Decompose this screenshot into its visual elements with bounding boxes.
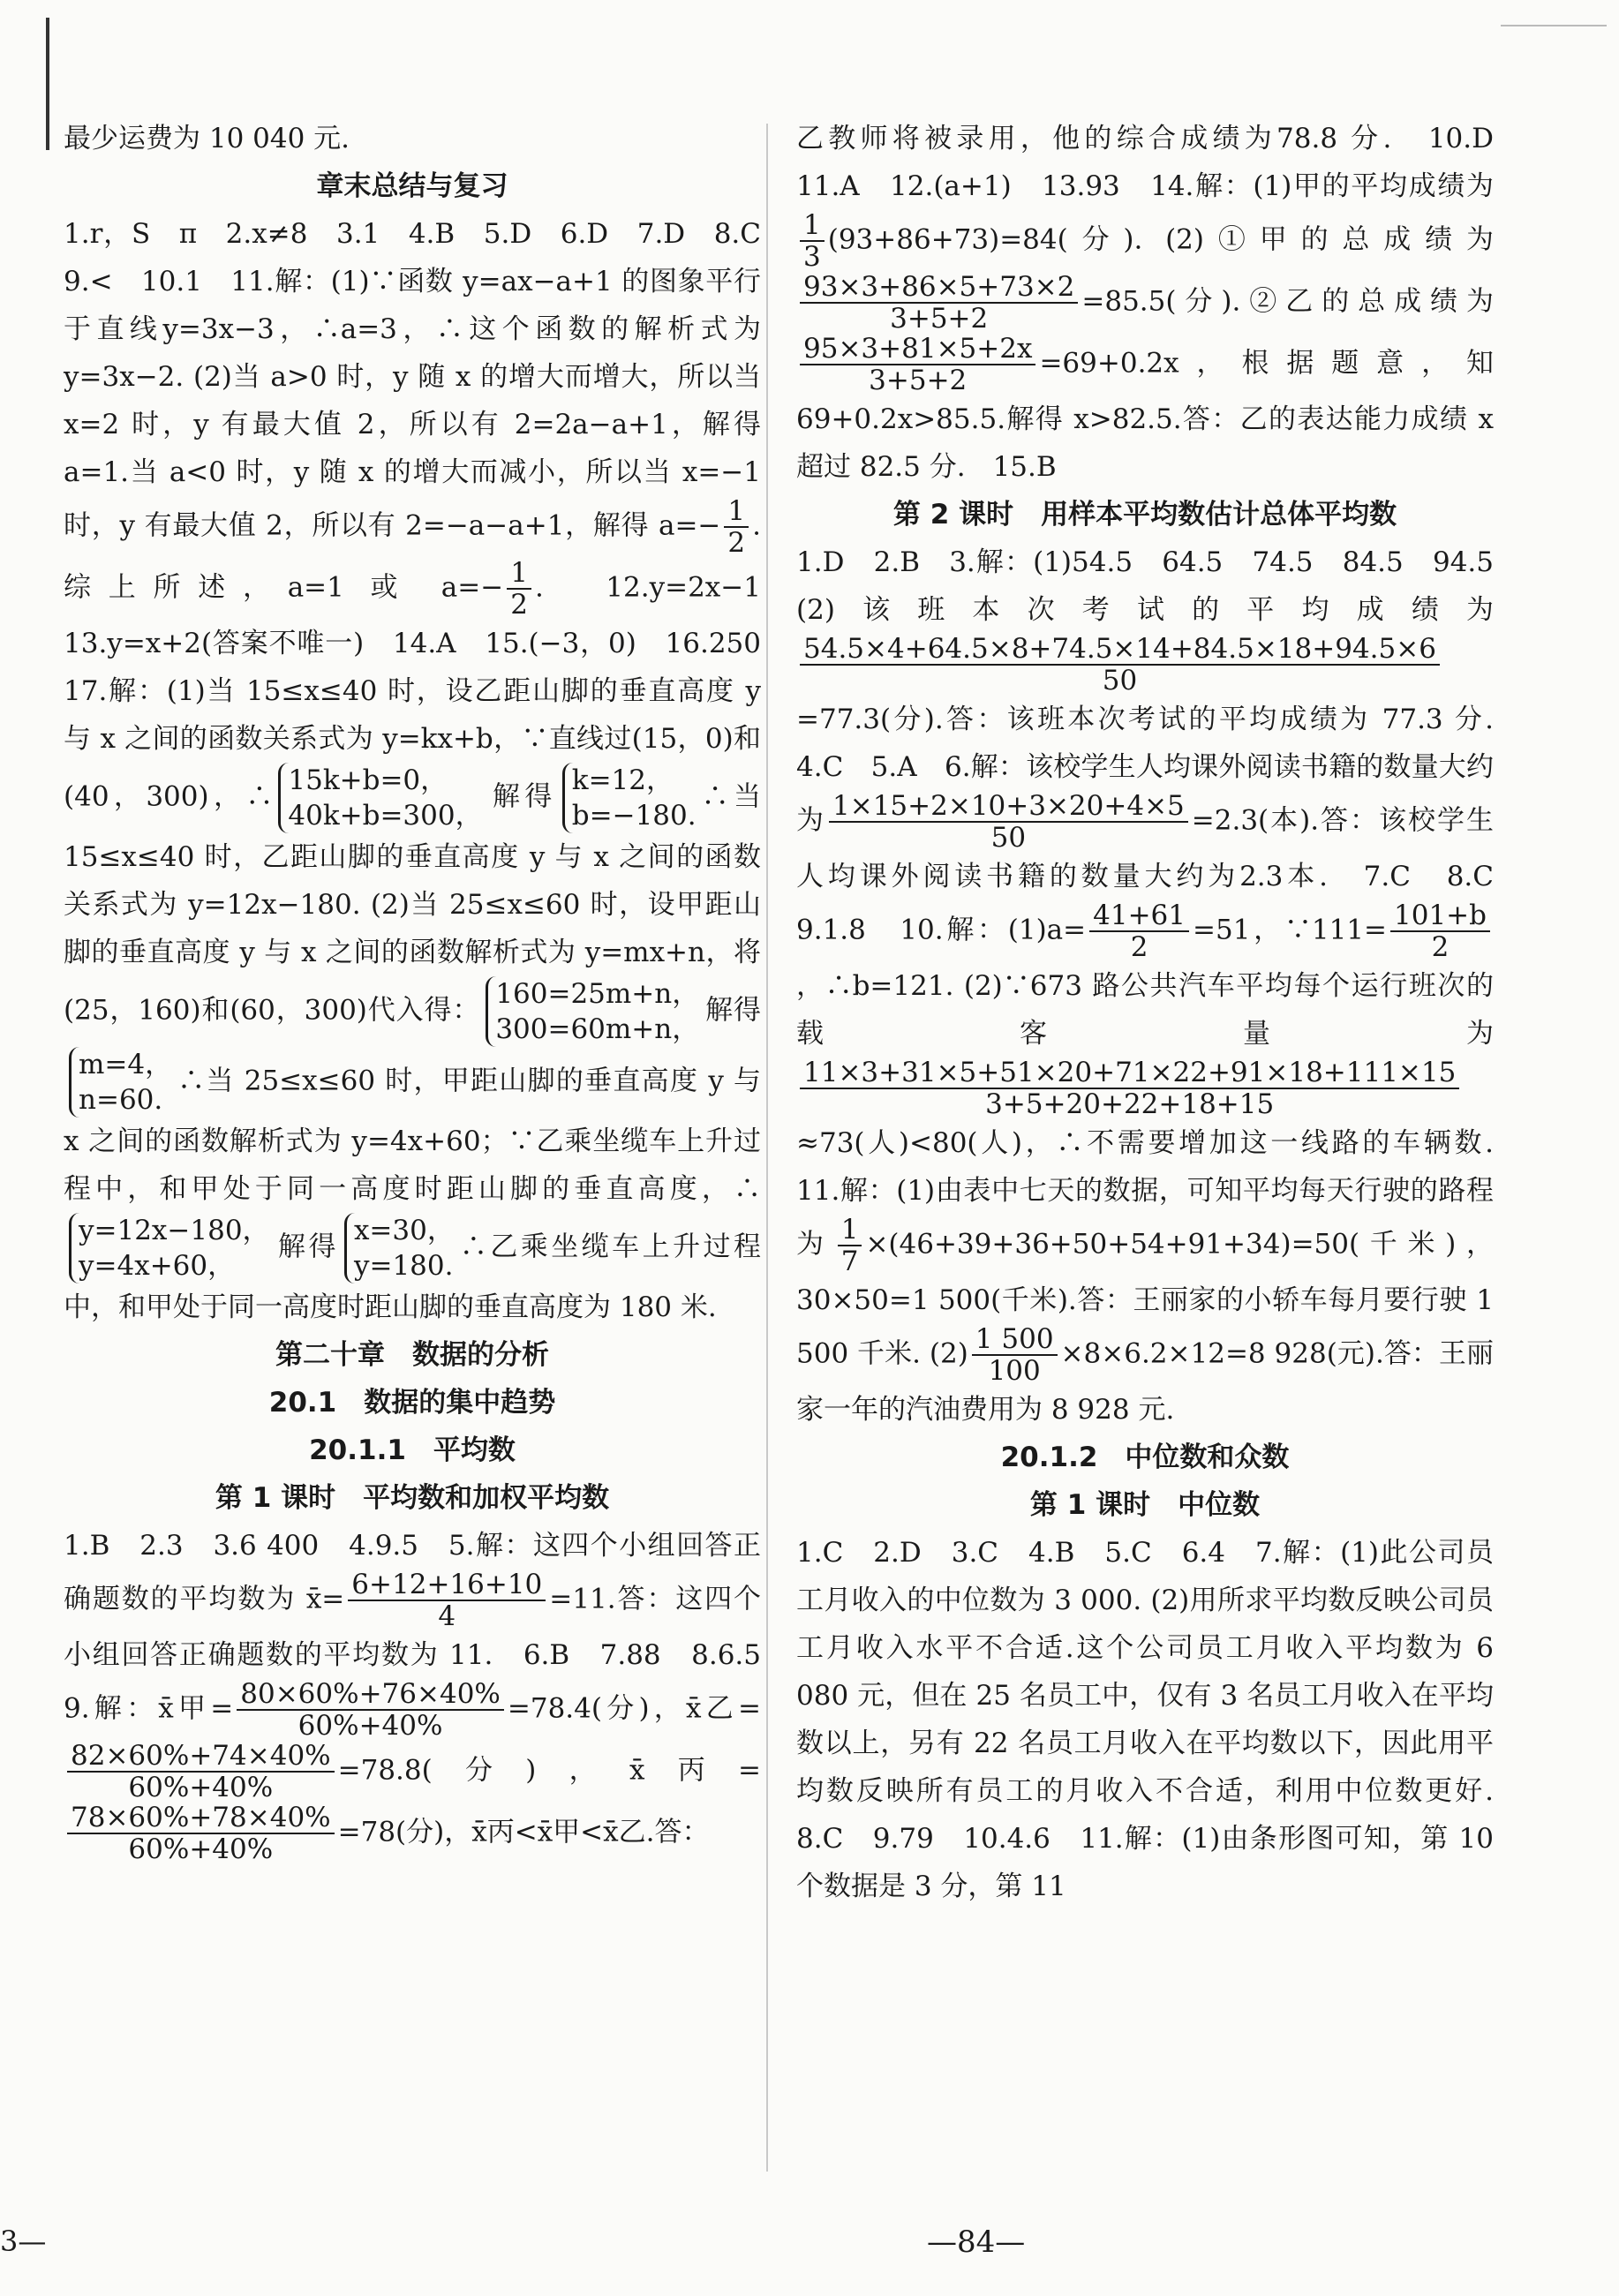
denominator: 2: [1431, 931, 1450, 963]
eq: 15k+b=0，: [288, 764, 448, 796]
denominator: 50: [1102, 665, 1138, 696]
text: 解得: [487, 780, 557, 813]
heading-chapter-review: 章末总结与复习: [316, 170, 508, 202]
fraction: [800, 634, 1440, 696]
fraction: [800, 334, 1035, 395]
text: =78.4(分)，x̄乙=: [507, 1692, 761, 1725]
fraction: [800, 210, 825, 272]
right-para-1: [796, 115, 1521, 491]
right-para-2: [796, 538, 1521, 1434]
numerator: 41+61: [1089, 900, 1189, 932]
text: =51，∵111=: [1193, 914, 1387, 946]
eq: 40k+b=300，: [288, 800, 483, 832]
top-rule: [1501, 25, 1607, 26]
numerator: 78×60%+78×40%: [67, 1803, 335, 1834]
text: ≈73(人)<80(人)，∴不需要增加这一线路的车辆数. 11.解：(1)由表中七天的数据，可知平均每天行驶的路程为: [796, 1127, 1521, 1261]
heading-chapter-20: 第二十章 数据的分析: [275, 1339, 549, 1371]
eq: y=180.: [353, 1250, 454, 1282]
eq: m=4，: [79, 1049, 173, 1080]
eq: y=4x+60，: [79, 1250, 236, 1282]
left-column: [64, 115, 788, 1865]
denominator: 60%+40%: [128, 1772, 274, 1803]
text: (93+86+73)=84(分). (2)①甲的总成绩为: [827, 223, 1494, 256]
eq: 300=60m+n，: [495, 1013, 700, 1045]
denominator: 4: [438, 1600, 456, 1632]
eq: x=30，: [353, 1215, 455, 1246]
numerator: 1: [838, 1215, 862, 1246]
left-line-0: 最少运费为 10 040 元.: [64, 123, 350, 154]
numerator: 101+b: [1390, 900, 1490, 932]
numerator: 80×60%+76×40%: [237, 1679, 504, 1711]
numerator: 1: [724, 496, 749, 528]
left-para-1: [64, 210, 788, 1331]
numerator: 82×60%+74×40%: [67, 1741, 335, 1773]
fraction: [829, 791, 1188, 853]
fraction: [237, 1679, 504, 1741]
text: ∴乙乘坐缆车上升过程中，和甲处于同一高度时距山脚的垂直高度为 180 米.: [64, 1231, 762, 1323]
fraction: [838, 1215, 862, 1276]
denominator: 50: [990, 822, 1027, 854]
text: .综上所述，a=1 或 a=−: [64, 509, 762, 604]
text: 1.D 2.B 3.解：(1)54.5 64.5 74.5 84.5 94.5 (2)该班本次考试的平均成绩为: [796, 546, 1521, 626]
margin-mark: [46, 18, 49, 150]
text: 乙教师将被录用，他的综合成绩为78.8 分. 10.D 11.A 12.(a+1) 13.93 14.解：(1)甲的平均成绩为: [796, 123, 1521, 202]
left-para-2: [64, 1522, 788, 1865]
denominator: 3+5+2: [890, 303, 989, 335]
fraction: [972, 1324, 1058, 1386]
fraction: [1390, 900, 1490, 962]
corner-page-fragment: 3—: [0, 2224, 47, 2258]
fraction: [67, 1803, 335, 1864]
numerator: 11×3+31×5+51×20+71×22+91×18+111×15: [800, 1058, 1459, 1089]
fraction: [67, 1741, 335, 1803]
denominator: 3+5+2: [869, 365, 968, 396]
equation-system: [69, 1213, 270, 1284]
denominator: 3+5+20+22+18+15: [985, 1088, 1275, 1120]
eq: k=12，: [571, 764, 674, 796]
text: 1.B 2.3 3.6 400 4.9.5 5.解：这四个小组回答正确题数的平均数为 x̄=: [64, 1530, 761, 1615]
denominator: 2: [1130, 931, 1148, 963]
equation-system: [562, 763, 697, 833]
equation-system: [69, 1047, 172, 1118]
eq: y=12x−180，: [79, 1215, 270, 1246]
text: =11.答：这四个小组回答正确题数的平均数为 11. 6.B 7.88 8.6.5 9.解：x̄甲=: [64, 1583, 788, 1725]
text: =2.3(本).答：该校学生人均课外阅读书籍的数量大约为2.3本. 7.C 8.C 9.1.8 10.解：(1)a=: [796, 804, 1521, 946]
numerator: 95×3+81×5+2x: [800, 334, 1035, 365]
heading-20-1-1: 20.1.1 平均数: [309, 1434, 516, 1466]
text: ，∴b=121. (2)∵673 路公共汽车平均每个运行班次的载客量为: [796, 970, 1494, 1050]
heading-lesson-2: 第 2 课时 用样本平均数估计总体平均数: [892, 499, 1397, 531]
numerator: 93×3+86×5+73×2: [800, 272, 1078, 304]
text: =85.5(分).②乙的总成绩为: [1081, 285, 1494, 318]
text: . 12.y=2x−1 13.y=x+2(答案不唯一) 14.A 15.(−3，0) 16.250 17.解：(1)当 15≤x≤40 时，设乙距山脚的垂直高度 y 与 x 之间的函数关系式为 y=kx+b，∵直线过(15，0)和(40，300)，∴: [64, 571, 788, 813]
denominator: 3: [803, 241, 821, 273]
text: =78.8(分)，x̄丙=: [337, 1754, 761, 1787]
numerator: 1 500: [972, 1324, 1058, 1356]
equation-system: [278, 763, 482, 833]
denominator: 60%+40%: [128, 1833, 274, 1865]
fraction: [724, 496, 749, 558]
denominator: 7: [840, 1246, 859, 1277]
page-number: —84—: [927, 2224, 1026, 2260]
numerator: 1: [507, 558, 531, 590]
fraction: [800, 272, 1078, 334]
numerator: 1×15+2×10+3×20+4×5: [829, 791, 1188, 823]
text: ×8×6.2×12=8 928(元).答：王丽家一年的汽油费用为 8 928 元.: [796, 1337, 1494, 1426]
heading-lesson-1: 第 1 课时 平均数和加权平均数: [215, 1482, 610, 1514]
text: ∴当 25≤x≤60 时，甲距山脚的垂直高度 y 与 x 之间的函数解析式为 y=4x+60；∵乙乘坐缆车上升过程中，和甲处于同一高度时距山脚的垂直高度，∴: [64, 1065, 761, 1205]
text: =77.3(分).答：该班本次考试的平均成绩为 77.3 分. 4.C 5.A 6.解：该校学生人均课外阅读书籍的数量大约为: [796, 704, 1521, 837]
denominator: 2: [727, 527, 746, 559]
text: =69+0.2x，根据题意，知 69+0.2x>85.5.解得 x>82.5.答：乙的表达能力成绩 x 超过 82.5 分. 15.B: [796, 347, 1494, 483]
denominator: 2: [510, 589, 528, 621]
right-column: [796, 115, 1521, 1910]
eq: b=−180.: [571, 800, 697, 832]
eq: 160=25m+n，: [495, 978, 700, 1010]
text: 解得: [275, 1231, 339, 1263]
column-divider: [766, 124, 768, 2172]
denominator: 60%+40%: [297, 1710, 443, 1742]
numerator: 54.5×4+64.5×8+74.5×14+84.5×18+94.5×6: [800, 634, 1440, 666]
numerator: 6+12+16+10: [348, 1570, 546, 1601]
text: 1.r，S π 2.x≠8 3.1 4.B 5.D 6.D 7.D 8.C 9.< 10.1 11.解：(1)∵函数 y=ax−a+1 的图象平行于直线y=3x−3，∴a=3，∴这个函数的解析式为 y=3x−2. (2)当 a>0 时，y 随 x 的增大而增大，所以当 x=2 时，y 有最大值 2，所以有 2=2a−a+1，解得 a=1.当 a<0 时，y 随 x 的增大而减小，所以当 x=−1 时，y 有最大值 2，所以有 2=−a−a+1，解得 a=−: [64, 218, 788, 542]
equation-system: [344, 1213, 455, 1284]
equation-system: [486, 976, 699, 1047]
fraction: [507, 558, 531, 620]
numerator: 1: [800, 210, 825, 242]
eq: n=60.: [79, 1084, 163, 1116]
fraction: [1089, 900, 1189, 962]
fraction: [348, 1570, 546, 1631]
text: =78(分)，x̄丙<x̄甲<x̄乙.答：: [337, 1816, 710, 1848]
heading-20-1-2: 20.1.2 中位数和众数: [1000, 1442, 1290, 1473]
right-para-3: 1.C 2.D 3.C 4.B 5.C 6.4 7.解：(1)此公司员工月收入的中位数为 3 000. (2)用所求平均数反映公司员工月收入水平不合适.这个公司员工月收入平均数为 6 080 元，但在 25 名员工中，仅有 3 名员工月收入在平均数以上，另有 22 名员工月收入在平均数以下，因此用平均数反映所有员工的月收入不合适，利用中位数更好. 8.C 9.79 10.4.6 11.解：(1)由条形图可知，第 10 个数据是 3 分，第 11: [796, 1537, 1521, 1902]
heading-20-1: 20.1 数据的集中趋势: [268, 1387, 556, 1419]
fraction: [800, 1058, 1459, 1119]
heading-median-lesson: 第 1 课时 中位数: [1029, 1489, 1261, 1521]
text: ∴当 15≤x≤40 时，乙距山脚的垂直高度 y 与 x 之间的函数关系式为 y=12x−180. (2)当 25≤x≤60 时，设甲距山脚的垂直高度 y 与 x 之间的函数解析式为 y=mx+n，将(25，160)和(60，300)代入得：: [64, 780, 762, 1027]
text: 解得: [704, 994, 762, 1027]
denominator: 100: [988, 1355, 1041, 1387]
text: ×(46+39+36+50+54+91+34)=50(千米)，30×50=1 500(千米).答：王丽家的小轿车每月要行驶 1 500 千米. (2): [796, 1228, 1494, 1370]
